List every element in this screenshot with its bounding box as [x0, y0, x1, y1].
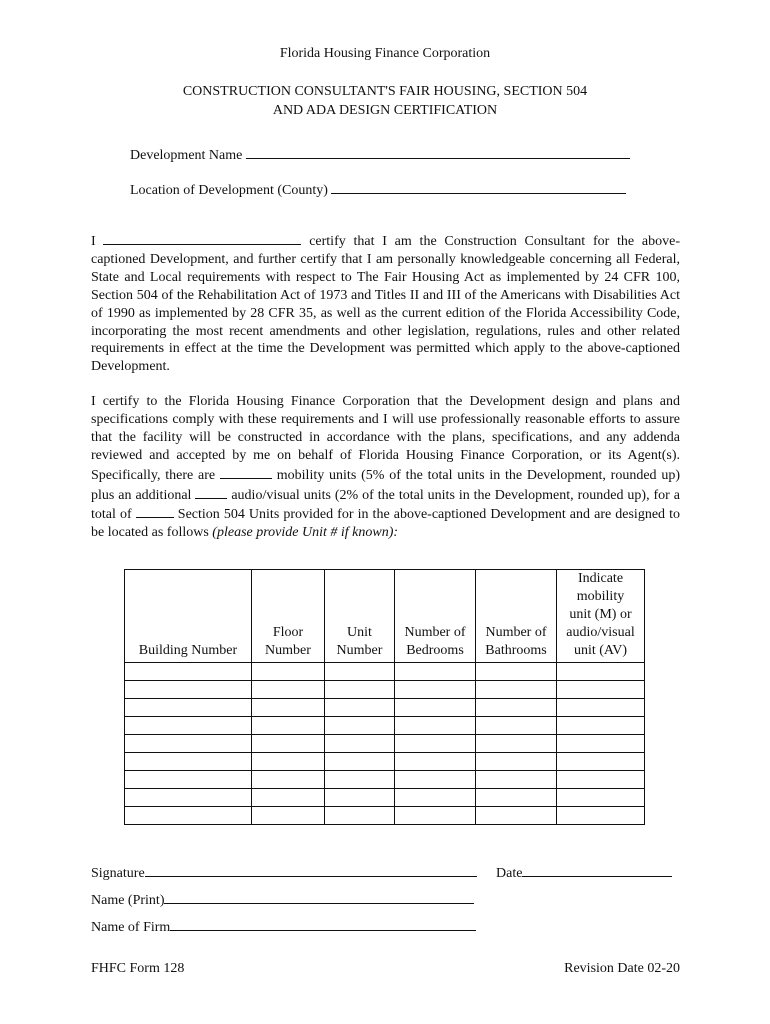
- table-cell[interactable]: [125, 771, 252, 789]
- header-number-of-bathrooms: Number of Bathrooms: [476, 570, 557, 663]
- table-cell[interactable]: [125, 717, 252, 735]
- unit-location-table: [124, 569, 645, 825]
- table-cell[interactable]: [125, 663, 252, 681]
- consultant-name-input[interactable]: [103, 231, 301, 245]
- signature-input[interactable]: [145, 862, 477, 877]
- table-cell[interactable]: [476, 717, 557, 735]
- table-cell[interactable]: [395, 789, 476, 807]
- table-row: [125, 771, 645, 789]
- table-cell[interactable]: [125, 699, 252, 717]
- table-cell[interactable]: [252, 681, 325, 699]
- table-row: [125, 735, 645, 753]
- table-cell[interactable]: [557, 717, 645, 735]
- table-row: [125, 699, 645, 717]
- table-row: [125, 753, 645, 771]
- table-cell[interactable]: [325, 699, 395, 717]
- table-cell[interactable]: [325, 771, 395, 789]
- table-cell[interactable]: [125, 789, 252, 807]
- paragraph1-prefix: I: [91, 234, 96, 249]
- audio-visual-units-input[interactable]: [195, 485, 227, 499]
- revision-date: Revision Date 02-20: [564, 961, 680, 976]
- table-header-row: [125, 570, 645, 663]
- table-cell[interactable]: [252, 753, 325, 771]
- table-cell[interactable]: [252, 717, 325, 735]
- table-cell[interactable]: [395, 807, 476, 825]
- header-number-of-bedrooms: Number of Bedrooms: [395, 570, 476, 663]
- table-cell[interactable]: [395, 717, 476, 735]
- header-unit-number: Unit Number: [325, 570, 395, 663]
- table-cell[interactable]: [395, 663, 476, 681]
- date-label: Date: [496, 866, 523, 881]
- table-cell[interactable]: [476, 735, 557, 753]
- development-name-label: Development Name: [130, 148, 243, 163]
- table-cell[interactable]: [325, 807, 395, 825]
- signature-field: [91, 862, 477, 882]
- table-cell[interactable]: [125, 735, 252, 753]
- table-cell[interactable]: [476, 681, 557, 699]
- form-title-line-2: AND ADA DESIGN CERTIFICATION: [272, 103, 498, 118]
- location-field: [130, 178, 626, 199]
- table-cell[interactable]: [395, 753, 476, 771]
- table-cell[interactable]: [325, 663, 395, 681]
- certification-paragraph-1: [91, 231, 680, 376]
- table-cell[interactable]: [125, 807, 252, 825]
- table-body: [125, 663, 645, 825]
- location-input[interactable]: [331, 178, 626, 194]
- table-cell[interactable]: [557, 735, 645, 753]
- table-cell[interactable]: [252, 789, 325, 807]
- table-cell[interactable]: [395, 771, 476, 789]
- table-cell[interactable]: [557, 753, 645, 771]
- paragraph2-part4: Section 504 Units provided for in the above-captioned Development and are designed to be located as follows: [91, 507, 680, 541]
- table-cell[interactable]: [557, 663, 645, 681]
- table-cell[interactable]: [557, 681, 645, 699]
- organization-name: Florida Housing Finance Corporation: [279, 46, 491, 61]
- table-cell[interactable]: [557, 807, 645, 825]
- table-cell[interactable]: [125, 681, 252, 699]
- table-cell[interactable]: [252, 807, 325, 825]
- firm-name-field: [91, 916, 476, 936]
- mobility-units-input[interactable]: [220, 465, 272, 479]
- date-input[interactable]: [522, 862, 672, 877]
- name-print-label: Name (Print): [91, 893, 165, 908]
- table-cell[interactable]: [476, 753, 557, 771]
- header-building-number: Building Number: [125, 570, 252, 663]
- table-cell[interactable]: [476, 699, 557, 717]
- table-cell[interactable]: [476, 663, 557, 681]
- name-print-input[interactable]: [164, 889, 474, 904]
- table-cell[interactable]: [252, 735, 325, 753]
- name-print-field: [91, 889, 474, 909]
- form-number: FHFC Form 128: [91, 961, 185, 976]
- table-cell[interactable]: [252, 663, 325, 681]
- table-cell[interactable]: [325, 735, 395, 753]
- location-label: Location of Development (County): [130, 183, 328, 198]
- table-row: [125, 807, 645, 825]
- table-cell[interactable]: [395, 735, 476, 753]
- header-floor-number: Floor Number: [252, 570, 325, 663]
- table-cell[interactable]: [395, 699, 476, 717]
- paragraph2-part2: mobility units (5% of the total units in the Development, rounded up) plus an additional: [91, 467, 681, 503]
- table-row: [125, 717, 645, 735]
- table-cell[interactable]: [557, 699, 645, 717]
- table-cell[interactable]: [476, 789, 557, 807]
- form-title-line-1: CONSTRUCTION CONSULTANT'S FAIR HOUSING, SECTION 504: [182, 84, 588, 99]
- paragraph2-italic-note: (please provide Unit # if known):: [212, 525, 399, 541]
- development-name-input[interactable]: [246, 143, 630, 159]
- table-cell[interactable]: [325, 717, 395, 735]
- firm-name-label: Name of Firm: [91, 920, 171, 935]
- total-units-input[interactable]: [136, 504, 174, 518]
- table-cell[interactable]: [325, 753, 395, 771]
- date-field: [496, 862, 672, 882]
- table-cell[interactable]: [395, 681, 476, 699]
- table-row: [125, 681, 645, 699]
- form-title: [0, 82, 770, 120]
- table-row: [125, 663, 645, 681]
- table-cell[interactable]: [252, 699, 325, 717]
- table-cell[interactable]: [325, 789, 395, 807]
- header-mobility-or-av: Indicate mobility unit (M) or audio/visual unit (AV): [557, 570, 645, 663]
- table-cell[interactable]: [125, 753, 252, 771]
- table-cell[interactable]: [557, 771, 645, 789]
- paragraph2-part3: audio/visual units (2% of the total units in the Development, rounded up), for a total of: [91, 487, 681, 523]
- table-cell[interactable]: [476, 807, 557, 825]
- signature-label: Signature: [91, 866, 145, 881]
- certification-paragraph-2: [91, 393, 680, 542]
- paragraph1-text: certify that I am the Construction Consultant for the above-captioned Development, and further certify that I am personally knowledgeable concerning all Federal, State and Local requirements with respect to The Fair Housing Act as implemented by 24 CFR 100, Section 504 of the Rehabilitation Act of 1973 and Titles II and III of the Americans with Disabilities Act of 1990 as implemented by 28 CFR 35, as well as the current edition of the Florida Accessibility Code, incorporating the most recent amendments and other legislation, regulations, rules and other related requirements in effect at the time the Development was permitted which apply to the above-captioned Development.: [91, 234, 680, 375]
- table-cell[interactable]: [325, 681, 395, 699]
- table-row: [125, 789, 645, 807]
- firm-name-input[interactable]: [170, 916, 476, 931]
- development-name-field: [130, 143, 630, 164]
- paragraph2-part1: I certify to the Florida Housing Finance Corporation that the Development design and plans and specifications comply with these requirements and I will use professionally reasonable efforts to assure that the facility will be constructed in accordance with the plans, specifications, and any addenda reviewed and accepted by me on behalf of Florida Housing Finance Corporation, or its Agent(s). Specifically, there are: [91, 394, 680, 483]
- table-cell[interactable]: [476, 771, 557, 789]
- table-cell[interactable]: [252, 771, 325, 789]
- table-cell[interactable]: [557, 789, 645, 807]
